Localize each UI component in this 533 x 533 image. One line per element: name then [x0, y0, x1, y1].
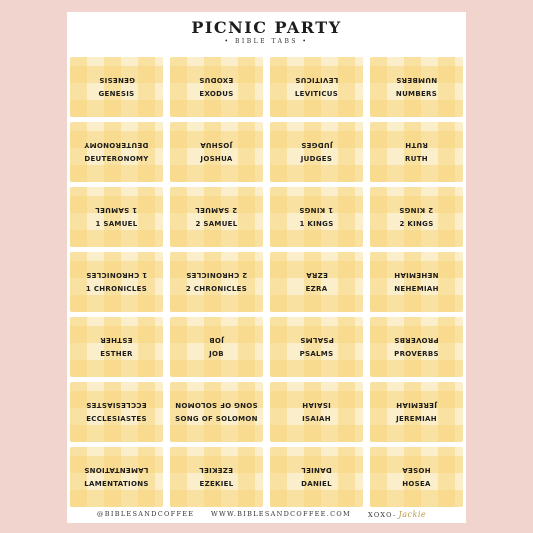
tab-label: EXODUS	[199, 90, 234, 98]
tab-label-flipped: 1 CHRONICLES	[85, 271, 148, 279]
tab-label-flipped: 1 SAMUEL	[95, 206, 138, 214]
tab-label: ECCLESIASTES	[86, 415, 147, 423]
bible-tab	[370, 317, 463, 377]
tab-label: JOB	[209, 350, 224, 358]
tab-label: 1 SAMUEL	[95, 220, 138, 228]
tab-label: EZRA	[305, 285, 328, 293]
tab-label: 2 KINGS	[399, 220, 434, 228]
tab-label: HOSEA	[402, 480, 431, 488]
bible-tab	[270, 57, 363, 117]
tab-label-flipped: HOSEA	[402, 466, 431, 474]
tab-label-flipped: LAMENTATIONS	[84, 466, 149, 474]
tab-label-flipped: SONG OF SOLOMON	[175, 401, 258, 409]
bible-tab	[170, 187, 263, 247]
tab-label: ESTHER	[100, 350, 133, 358]
bible-tab	[270, 252, 363, 312]
bible-tab	[270, 122, 363, 182]
bible-tab	[170, 252, 263, 312]
bible-tab	[370, 382, 463, 442]
bible-tab	[270, 317, 363, 377]
tab-label-flipped: ECCLESIASTES	[86, 401, 147, 409]
bible-tab	[370, 252, 463, 312]
tab-label: NUMBERS	[395, 90, 438, 98]
tab-label: GENESIS	[98, 90, 135, 98]
bible-tab	[370, 187, 463, 247]
tab-label-flipped: ESTHER	[100, 336, 133, 344]
tab-label: 2 SAMUEL	[195, 220, 238, 228]
bible-tab	[70, 57, 163, 117]
tab-label: EZEKIEL	[199, 480, 234, 488]
bible-tab	[70, 187, 163, 247]
tab-label-flipped: EZEKIEL	[199, 466, 234, 474]
tab-label-flipped: ISAIAH	[302, 401, 331, 409]
tab-label-flipped: 2 SAMUEL	[195, 206, 238, 214]
tab-label-flipped: PSALMS	[299, 336, 334, 344]
bible-tab	[70, 382, 163, 442]
bible-tab	[270, 382, 363, 442]
tab-label: LEVITICUS	[294, 90, 339, 98]
bible-tab	[70, 447, 163, 507]
tab-label: ISAIAH	[302, 415, 331, 423]
signoff-text: XOXO-	[368, 511, 397, 519]
tab-label: DANIEL	[301, 480, 332, 488]
bible-tab	[370, 122, 463, 182]
footer-website: WWW.BIBLESANDCOFFEE.COM	[211, 510, 351, 518]
tab-label: 1 CHRONICLES	[85, 285, 148, 293]
tab-label-flipped: JEREMIAH	[396, 401, 437, 409]
bible-tab	[270, 187, 363, 247]
tab-label: LAMENTATIONS	[84, 480, 149, 488]
bible-tab	[170, 122, 263, 182]
tab-label-flipped: DANIEL	[301, 466, 332, 474]
tab-label-flipped: 2 CHRONICLES	[185, 271, 248, 279]
tab-label-flipped: JOSHUA	[200, 141, 233, 149]
tab-label: DEUTERONOMY	[84, 155, 149, 163]
bible-tabs-sheet	[67, 12, 466, 523]
tab-label: JOSHUA	[200, 155, 233, 163]
tab-label-flipped: RUTH	[405, 141, 428, 149]
tab-label-flipped: LEVITICUS	[294, 76, 339, 84]
tab-label-flipped: NEHEMIAH	[394, 271, 439, 279]
tab-label-flipped: EZRA	[305, 271, 328, 279]
tab-label: SONG OF SOLOMON	[175, 415, 258, 423]
bible-tab	[170, 382, 263, 442]
footer-signoff	[368, 510, 426, 519]
tab-label-flipped: 2 KINGS	[399, 206, 434, 214]
tab-label: 2 CHRONICLES	[185, 285, 248, 293]
tab-label: PSALMS	[299, 350, 334, 358]
bible-tab	[370, 447, 463, 507]
tab-label-flipped: DEUTERONOMY	[84, 141, 149, 149]
tab-label-flipped: EXODUS	[199, 76, 234, 84]
tab-label: NEHEMIAH	[394, 285, 439, 293]
tab-label: JUDGES	[300, 155, 333, 163]
bible-tab	[270, 447, 363, 507]
tab-label: 1 KINGS	[299, 220, 334, 228]
bible-tab	[170, 317, 263, 377]
signature: Jackie	[398, 510, 427, 519]
tab-label: RUTH	[405, 155, 428, 163]
tab-label: JEREMIAH	[396, 415, 437, 423]
tab-label-flipped: PROVERBS	[394, 336, 439, 344]
bible-tab	[70, 317, 163, 377]
bible-tab	[70, 252, 163, 312]
bible-tab	[70, 122, 163, 182]
tab-label-flipped: JOB	[209, 336, 224, 344]
tab-label-flipped: NUMBERS	[395, 76, 438, 84]
bible-tab	[370, 57, 463, 117]
sheet-subtitle: • BIBLE TABS •	[224, 38, 309, 45]
tab-grid	[70, 57, 463, 509]
bible-tab	[170, 57, 263, 117]
footer-handle: @BIBLESANDCOFFEE	[97, 510, 195, 518]
tab-label-flipped: JUDGES	[300, 141, 333, 149]
sheet-title: PICNIC PARTY	[191, 18, 342, 37]
tab-label-flipped: GENESIS	[98, 76, 135, 84]
bible-tab	[170, 447, 263, 507]
tab-label: PROVERBS	[394, 350, 439, 358]
tab-label-flipped: 1 KINGS	[299, 206, 334, 214]
